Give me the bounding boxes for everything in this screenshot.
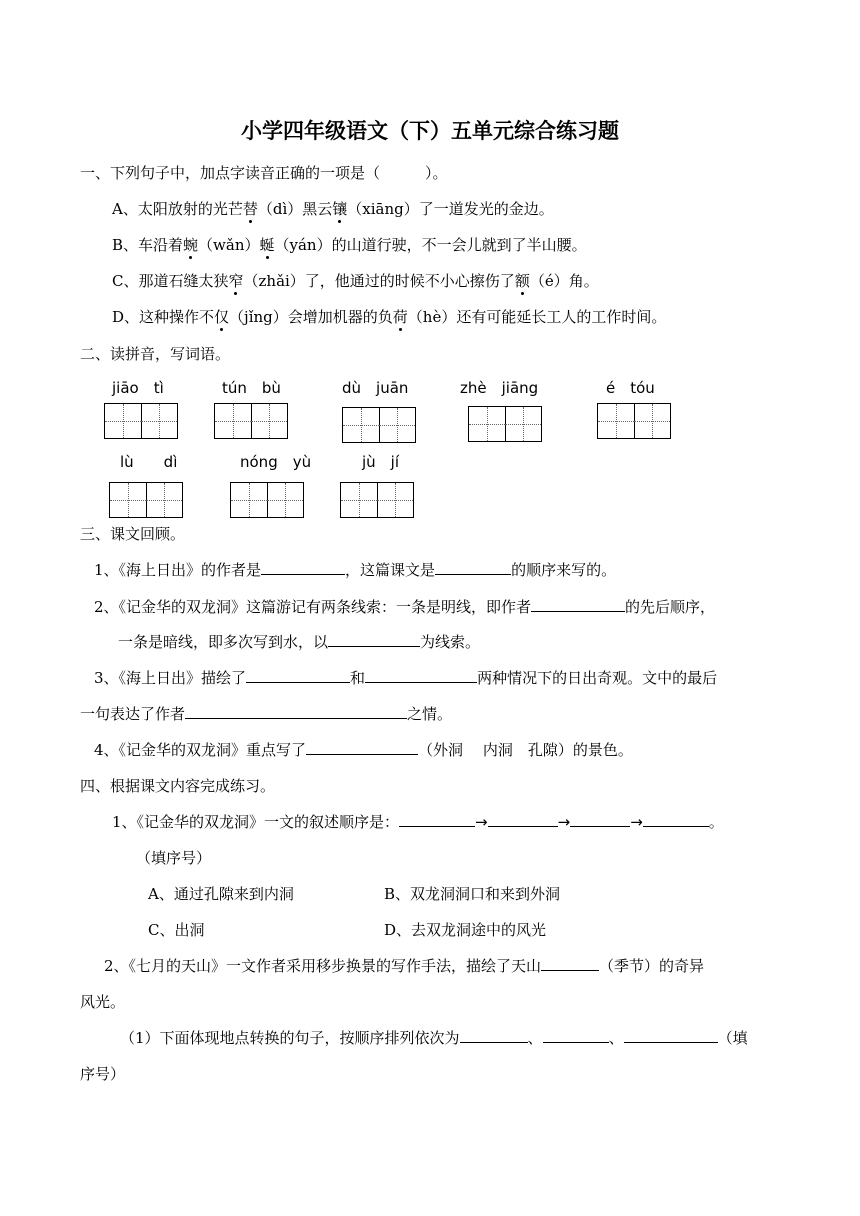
option-text: （xiāng）了一道发光的金边。 [347, 200, 554, 218]
item-text: （1）下面体现地点转换的句子，按顺序排列依次为 [120, 1029, 460, 1047]
item-text: ，这篇课文是 [345, 561, 436, 579]
item-text: 的先后顺序， [625, 598, 716, 616]
q1-option-d[interactable] [112, 307, 666, 327]
item-text: 和 [350, 669, 366, 687]
answer-blank[interactable] [435, 560, 511, 575]
item-text: 3、《海上日出》描绘了 [94, 669, 247, 687]
answer-blank[interactable] [531, 597, 625, 612]
item-text: 。 [708, 813, 724, 831]
item-text: 4、《记金华的双龙洞》重点写了 [94, 741, 307, 759]
pinyin-label: lù dì [120, 453, 178, 471]
answer-blank[interactable] [643, 812, 709, 827]
q4-hint: （填序号） [136, 849, 212, 867]
dotted-char: 蜒 [259, 236, 275, 254]
q1-stem: 一、下列句子中，加点字读音正确的一项是（ ）。 [80, 164, 448, 182]
q1-option-b[interactable] [112, 235, 587, 255]
q4-option-b: B、双龙洞洞口和来到外洞 [384, 885, 561, 903]
writing-grid[interactable] [104, 403, 178, 439]
q4-item-1 [112, 812, 724, 832]
option-text: B、车沿着 [112, 236, 184, 254]
q1-option-c[interactable] [112, 271, 599, 291]
page-title: 小学四年级语文（下）五单元综合练习题 [241, 118, 619, 143]
option-text: （yán）的山道行驶，不一会儿就到了半山腰。 [274, 236, 587, 254]
answer-blank[interactable] [488, 812, 558, 827]
q3-item-4 [94, 740, 633, 760]
option-text: （é）角。 [529, 272, 599, 290]
q3-item-3 [94, 668, 717, 688]
q4-stem: 四、根据课文内容完成练习。 [80, 777, 276, 795]
q3-item-2 [94, 597, 715, 617]
pinyin-label: nóng yù [240, 453, 312, 471]
option-text: （zhǎi）了，他通过的时候不小心擦伤了 [243, 272, 515, 290]
pinyin-label: é tóu [606, 379, 655, 397]
writing-grid[interactable] [342, 407, 416, 443]
item-text: 的顺序来写的。 [511, 561, 617, 579]
item-text: 一条是暗线，即多次写到水，以 [118, 633, 329, 651]
writing-grid[interactable] [230, 482, 304, 518]
item-text: （外洞 内洞 孔隙）的景色。 [418, 741, 633, 759]
q4-item-2-cont: 风光。 [80, 993, 126, 1011]
pinyin-label: zhè jiāng [460, 379, 539, 397]
q1-option-a[interactable] [112, 199, 554, 219]
writing-grid[interactable] [468, 406, 542, 442]
writing-grid[interactable] [340, 482, 414, 518]
dotted-char: 仅 [214, 308, 230, 326]
pinyin-label: tún bù [222, 379, 281, 397]
answer-blank[interactable] [246, 668, 350, 683]
item-text: 、 [527, 1029, 543, 1047]
q4-option-d: D、去双龙洞途中的风光 [384, 921, 547, 939]
pinyin-label: jù jí [362, 453, 400, 471]
item-text: 1、《记金华的双龙洞》一文的叙述顺序是： [112, 813, 400, 831]
item-text: 2、《七月的天山》一文作者采用移步换景的写作手法，描绘了天山 [104, 957, 542, 975]
answer-blank[interactable] [328, 632, 420, 647]
option-text: （jǐng）会增加机器的负 [229, 308, 393, 326]
dotted-char: 镶 [332, 200, 348, 218]
q3-item-1 [94, 560, 616, 580]
answer-blank[interactable] [460, 1028, 528, 1043]
q3-item-3-cont [80, 704, 452, 724]
option-text: C、那道石缝太狭 [112, 272, 229, 290]
answer-blank[interactable] [306, 740, 418, 755]
arrow-icon: → [630, 813, 643, 831]
option-text: （hè）还有可能延长工人的工作时间。 [407, 308, 667, 326]
q2-stem: 二、读拼音，写词语。 [80, 345, 231, 363]
item-text: 两种情况下的日出奇观。文中的最后 [477, 669, 718, 687]
answer-blank[interactable] [543, 1028, 609, 1043]
item-text: 、 [608, 1029, 624, 1047]
writing-grid[interactable] [597, 403, 671, 439]
writing-grid[interactable] [214, 403, 288, 439]
arrow-icon: → [557, 813, 571, 831]
answer-blank[interactable] [399, 812, 475, 827]
item-text: 为线索。 [420, 633, 481, 651]
item-text: 2、《记金华的双龙洞》这篇游记有两条线索：一条是明线，即作者 [94, 598, 532, 616]
q4-item-2-1 [120, 1028, 748, 1048]
option-text: A、太阳放射的光芒 [112, 200, 243, 218]
writing-grid[interactable] [109, 482, 183, 518]
arrow-icon: → [475, 813, 488, 831]
option-text: D、这种操作不 [112, 308, 215, 326]
item-text: （填 [717, 1029, 748, 1047]
q3-item-2-cont [118, 632, 480, 652]
option-text: （wǎn） [198, 236, 260, 254]
q4-item-2-1-cont: 序号） [80, 1065, 126, 1083]
dotted-char: 蜿 [183, 236, 199, 254]
q4-option-c: C、出洞 [148, 921, 205, 939]
option-text: （dì）黑云 [257, 200, 333, 218]
dotted-char: 荷 [392, 308, 408, 326]
item-text: 1、《海上日出》的作者是 [94, 561, 262, 579]
item-text: 之情。 [407, 705, 453, 723]
dotted-char: 替 [242, 200, 258, 218]
answer-blank[interactable] [185, 704, 407, 719]
q4-option-a: A、通过孔隙来到内洞 [148, 885, 294, 903]
answer-blank[interactable] [365, 668, 477, 683]
pinyin-label: dù juān [342, 379, 409, 397]
q4-item-2 [104, 956, 704, 976]
answer-blank[interactable] [624, 1028, 718, 1043]
answer-blank[interactable] [261, 560, 345, 575]
item-text: （季节）的奇异 [599, 957, 705, 975]
answer-blank[interactable] [570, 812, 630, 827]
q3-stem: 三、课文回顾。 [80, 525, 186, 543]
pinyin-label: jiāo tì [112, 379, 164, 397]
dotted-char: 额 [514, 272, 530, 290]
item-text: 一句表达了作者 [80, 705, 186, 723]
dotted-char: 窄 [228, 272, 244, 290]
answer-blank[interactable] [541, 956, 599, 971]
